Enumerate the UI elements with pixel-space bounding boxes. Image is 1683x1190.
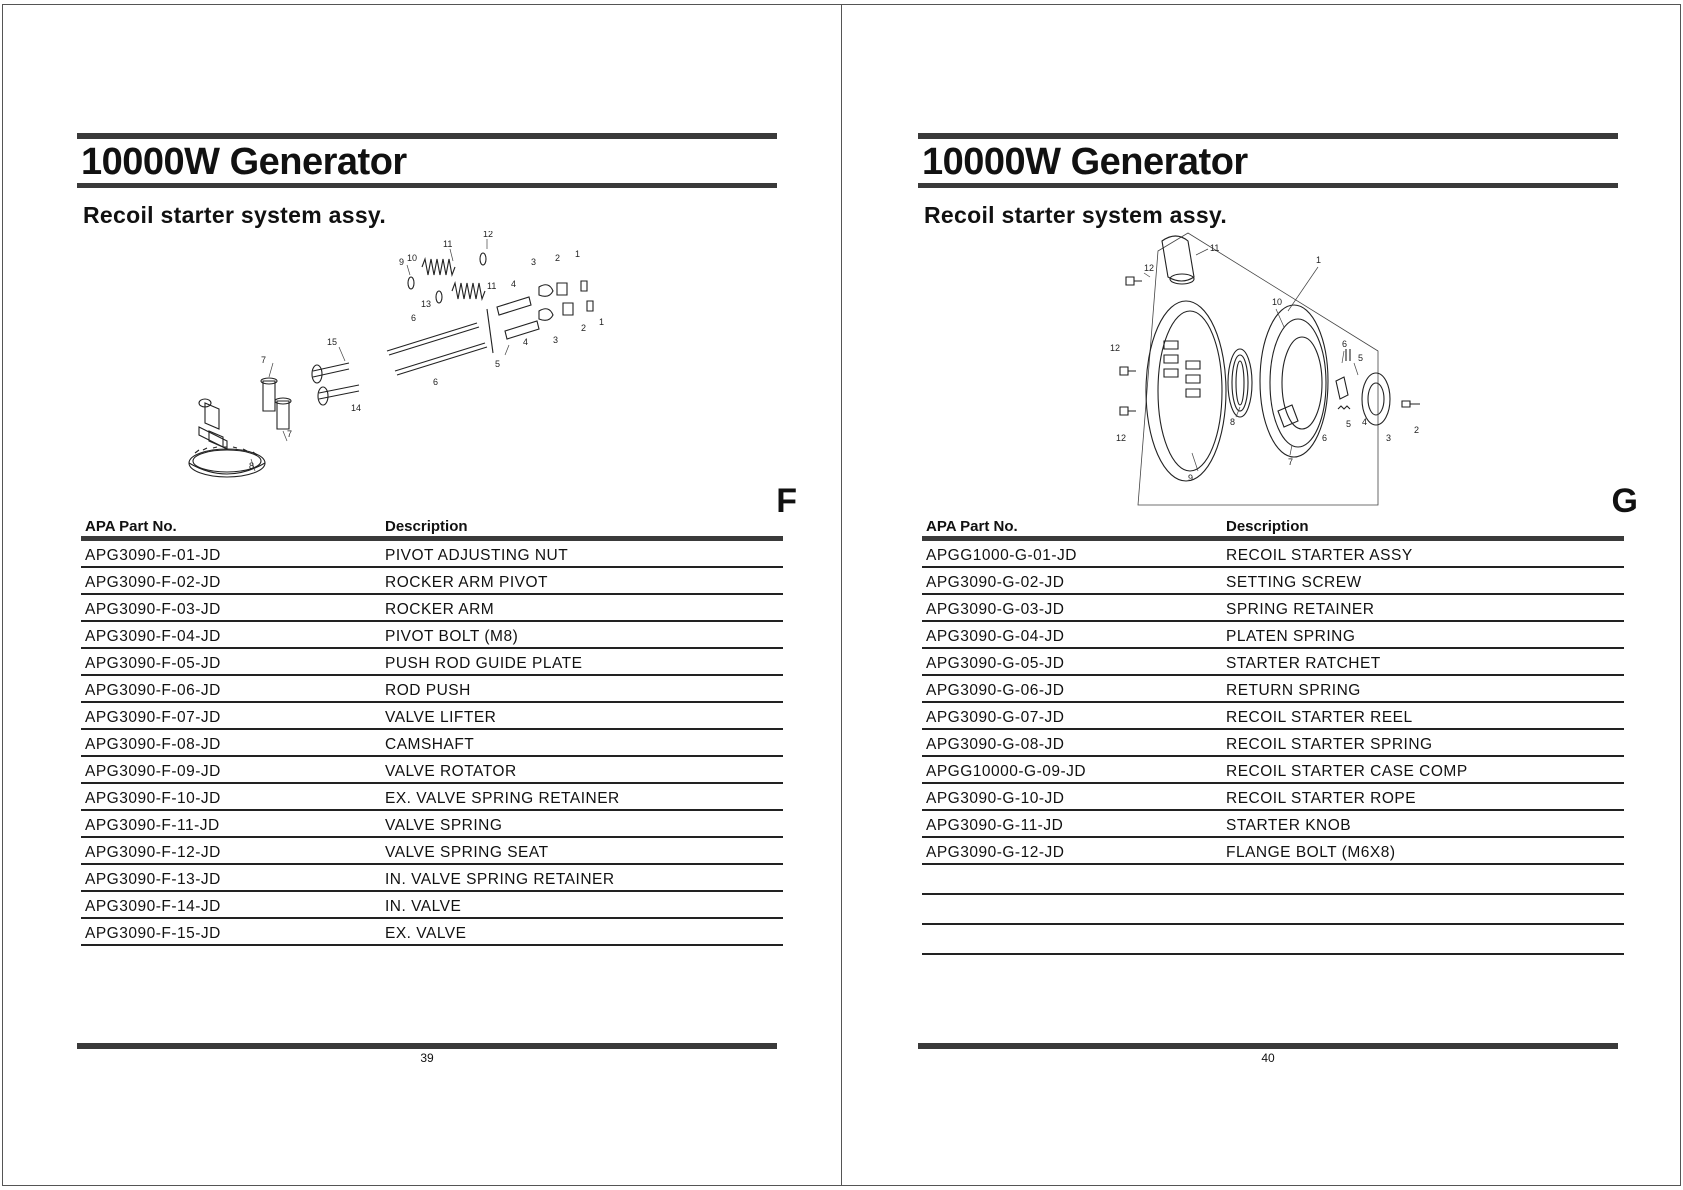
callout-label: 6 bbox=[1342, 339, 1348, 349]
title-top-rule bbox=[918, 133, 1618, 139]
callout-label: 13 bbox=[421, 299, 432, 309]
part-description: ROCKER ARM bbox=[381, 594, 783, 621]
page-content bbox=[77, 5, 797, 1105]
callout-label: 7 bbox=[261, 355, 267, 365]
part-number: APG3090-F-08-JD bbox=[81, 729, 381, 756]
part-number: APG3090-G-11-JD bbox=[922, 810, 1222, 837]
part-description: ROD PUSH bbox=[381, 675, 783, 702]
callout-label: 2 bbox=[1414, 425, 1420, 435]
callout-label: 5 bbox=[1346, 419, 1352, 429]
part-number: APG3090-F-12-JD bbox=[81, 837, 381, 864]
part-description bbox=[1222, 924, 1624, 954]
table-row bbox=[922, 756, 1624, 783]
part-description: IN. VALVE bbox=[381, 891, 783, 918]
callout-label: 5 bbox=[1358, 353, 1364, 363]
table-row bbox=[922, 648, 1624, 675]
header-part-no: APA Part No. bbox=[81, 513, 381, 539]
callout-label: 6 bbox=[433, 377, 439, 387]
part-description: VALVE SPRING bbox=[381, 810, 783, 837]
part-number: APG3090-F-05-JD bbox=[81, 648, 381, 675]
header-description: Description bbox=[381, 513, 783, 539]
table-header-row bbox=[922, 513, 1624, 539]
diagram-callouts bbox=[1110, 243, 1419, 483]
part-number: APG3090-G-03-JD bbox=[922, 594, 1222, 621]
part-description: VALVE ROTATOR bbox=[381, 756, 783, 783]
part-number bbox=[922, 924, 1222, 954]
section-subtitle: Recoil starter system assy. bbox=[924, 202, 1228, 228]
part-number: APGG1000-G-01-JD bbox=[922, 539, 1222, 568]
table-row bbox=[922, 594, 1624, 621]
part-number: APG3090-G-04-JD bbox=[922, 621, 1222, 648]
part-description: STARTER KNOB bbox=[1222, 810, 1624, 837]
callout-label: 11 bbox=[1210, 243, 1220, 253]
part-number: APG3090-F-01-JD bbox=[81, 539, 381, 568]
part-description: SETTING SCREW bbox=[1222, 567, 1624, 594]
part-description: ROCKER ARM PIVOT bbox=[381, 567, 783, 594]
part-description: RETURN SPRING bbox=[1222, 675, 1624, 702]
part-description bbox=[1222, 864, 1624, 894]
table-row bbox=[922, 621, 1624, 648]
callout-label: 1 bbox=[599, 317, 605, 327]
callout-label: 9 bbox=[399, 257, 405, 267]
part-number: APG3090-G-08-JD bbox=[922, 729, 1222, 756]
callout-label: 7 bbox=[287, 429, 293, 439]
part-description: PUSH ROD GUIDE PLATE bbox=[381, 648, 783, 675]
callout-label: 3 bbox=[531, 257, 537, 267]
callout-label: 3 bbox=[1386, 433, 1392, 443]
table-row bbox=[922, 567, 1624, 594]
table-row-empty bbox=[922, 894, 1624, 924]
table-row bbox=[81, 621, 783, 648]
part-description: EX. VALVE bbox=[381, 918, 783, 945]
title-top-rule bbox=[77, 133, 777, 139]
callout-label: 8 bbox=[1230, 417, 1236, 427]
table-row bbox=[81, 648, 783, 675]
page-title: 10000W Generator bbox=[81, 141, 407, 183]
recoil-starter-drawing bbox=[918, 231, 1618, 521]
part-number: APG3090-G-02-JD bbox=[922, 567, 1222, 594]
table-row bbox=[81, 810, 783, 837]
section-letter: F bbox=[776, 482, 797, 520]
callout-label: 8 bbox=[249, 461, 255, 471]
part-description: EX. VALVE SPRING RETAINER bbox=[381, 783, 783, 810]
table-row bbox=[81, 567, 783, 594]
table-row bbox=[81, 783, 783, 810]
table-row bbox=[922, 539, 1624, 568]
part-number: APG3090-F-06-JD bbox=[81, 675, 381, 702]
callout-label: 6 bbox=[1322, 433, 1328, 443]
callout-label: 10 bbox=[407, 253, 418, 263]
parts-table bbox=[922, 513, 1624, 955]
part-number: APG3090-G-06-JD bbox=[922, 675, 1222, 702]
table-row bbox=[922, 837, 1624, 864]
table-row bbox=[81, 539, 783, 568]
part-number: APG3090-G-05-JD bbox=[922, 648, 1222, 675]
table-row bbox=[922, 783, 1624, 810]
part-description: RECOIL STARTER SPRING bbox=[1222, 729, 1624, 756]
table-header-row bbox=[81, 513, 783, 539]
part-number: APG3090-F-02-JD bbox=[81, 567, 381, 594]
callout-label: 12 bbox=[1144, 263, 1155, 273]
table-row bbox=[81, 756, 783, 783]
part-description: CAMSHAFT bbox=[381, 729, 783, 756]
table-row bbox=[81, 864, 783, 891]
callout-label: 10 bbox=[1272, 297, 1283, 307]
callout-label: 14 bbox=[351, 403, 362, 413]
callout-label: 12 bbox=[1110, 343, 1121, 353]
table-row bbox=[922, 675, 1624, 702]
callout-label: 2 bbox=[555, 253, 561, 263]
callout-label: 2 bbox=[581, 323, 587, 333]
part-description: PIVOT ADJUSTING NUT bbox=[381, 539, 783, 568]
callout-label: 6 bbox=[411, 313, 417, 323]
callout-label: 4 bbox=[523, 337, 529, 347]
page-title: 10000W Generator bbox=[922, 141, 1248, 183]
title-bottom-rule bbox=[918, 183, 1618, 188]
page-number: 40 bbox=[1261, 1051, 1275, 1065]
section-letter: G bbox=[1611, 482, 1638, 520]
callout-label: 5 bbox=[495, 359, 501, 369]
callout-label: 11 bbox=[487, 281, 497, 291]
table-row bbox=[81, 837, 783, 864]
part-number bbox=[922, 864, 1222, 894]
part-description: PLATEN SPRING bbox=[1222, 621, 1624, 648]
table-row bbox=[81, 594, 783, 621]
part-number: APG3090-F-11-JD bbox=[81, 810, 381, 837]
callout-label: 12 bbox=[1116, 433, 1127, 443]
header-description: Description bbox=[1222, 513, 1624, 539]
title-bottom-rule bbox=[77, 183, 777, 188]
table-row bbox=[922, 729, 1624, 756]
table-row bbox=[81, 918, 783, 945]
table-row bbox=[922, 810, 1624, 837]
part-number: APGG10000-G-09-JD bbox=[922, 756, 1222, 783]
page-content bbox=[918, 5, 1638, 1105]
table-row bbox=[81, 702, 783, 729]
part-number: APG3090-F-13-JD bbox=[81, 864, 381, 891]
footer-rule bbox=[918, 1043, 1618, 1049]
part-number bbox=[922, 894, 1222, 924]
table-row-empty bbox=[922, 924, 1624, 954]
callout-label: 4 bbox=[1362, 417, 1368, 427]
table-row-empty bbox=[922, 864, 1624, 894]
section-subtitle: Recoil starter system assy. bbox=[83, 202, 387, 228]
callout-label: 11 bbox=[443, 239, 453, 249]
page-number: 39 bbox=[420, 1051, 434, 1065]
exploded-diagram-recoil-starter bbox=[918, 231, 1618, 521]
callout-label: 7 bbox=[1288, 457, 1294, 467]
callout-label: 3 bbox=[553, 335, 559, 345]
part-number: APG3090-F-07-JD bbox=[81, 702, 381, 729]
table-row bbox=[81, 891, 783, 918]
callout-label: 12 bbox=[483, 231, 494, 239]
callout-label: 4 bbox=[511, 279, 517, 289]
header-part-no: APA Part No. bbox=[922, 513, 1222, 539]
table-row bbox=[81, 729, 783, 756]
part-description: IN. VALVE SPRING RETAINER bbox=[381, 864, 783, 891]
part-description: RECOIL STARTER CASE COMP bbox=[1222, 756, 1624, 783]
right-page bbox=[841, 4, 1681, 1186]
part-description: VALVE LIFTER bbox=[381, 702, 783, 729]
part-number: APG3090-G-07-JD bbox=[922, 702, 1222, 729]
callout-label: 9 bbox=[1188, 473, 1194, 483]
callout-label: 1 bbox=[1316, 255, 1322, 265]
part-description: VALVE SPRING SEAT bbox=[381, 837, 783, 864]
parts-table bbox=[81, 513, 783, 946]
part-number: APG3090-F-04-JD bbox=[81, 621, 381, 648]
callout-label: 1 bbox=[575, 249, 581, 259]
part-description: SPRING RETAINER bbox=[1222, 594, 1624, 621]
exploded-diagram-valve-train bbox=[77, 231, 777, 521]
part-number: APG3090-F-14-JD bbox=[81, 891, 381, 918]
part-number: APG3090-F-10-JD bbox=[81, 783, 381, 810]
part-number: APG3090-F-15-JD bbox=[81, 918, 381, 945]
valve-train-drawing bbox=[77, 231, 777, 521]
part-number: APG3090-F-03-JD bbox=[81, 594, 381, 621]
part-description: PIVOT BOLT (M8) bbox=[381, 621, 783, 648]
part-description: RECOIL STARTER REEL bbox=[1222, 702, 1624, 729]
footer-rule bbox=[77, 1043, 777, 1049]
part-description: STARTER RATCHET bbox=[1222, 648, 1624, 675]
table-row bbox=[922, 702, 1624, 729]
part-number: APG3090-F-09-JD bbox=[81, 756, 381, 783]
part-description bbox=[1222, 894, 1624, 924]
part-description: FLANGE BOLT (M6X8) bbox=[1222, 837, 1624, 864]
left-page bbox=[2, 4, 842, 1186]
part-description: RECOIL STARTER ROPE bbox=[1222, 783, 1624, 810]
part-description: RECOIL STARTER ASSY bbox=[1222, 539, 1624, 568]
part-number: APG3090-G-12-JD bbox=[922, 837, 1222, 864]
part-number: APG3090-G-10-JD bbox=[922, 783, 1222, 810]
table-row bbox=[81, 675, 783, 702]
callout-label: 15 bbox=[327, 337, 338, 347]
